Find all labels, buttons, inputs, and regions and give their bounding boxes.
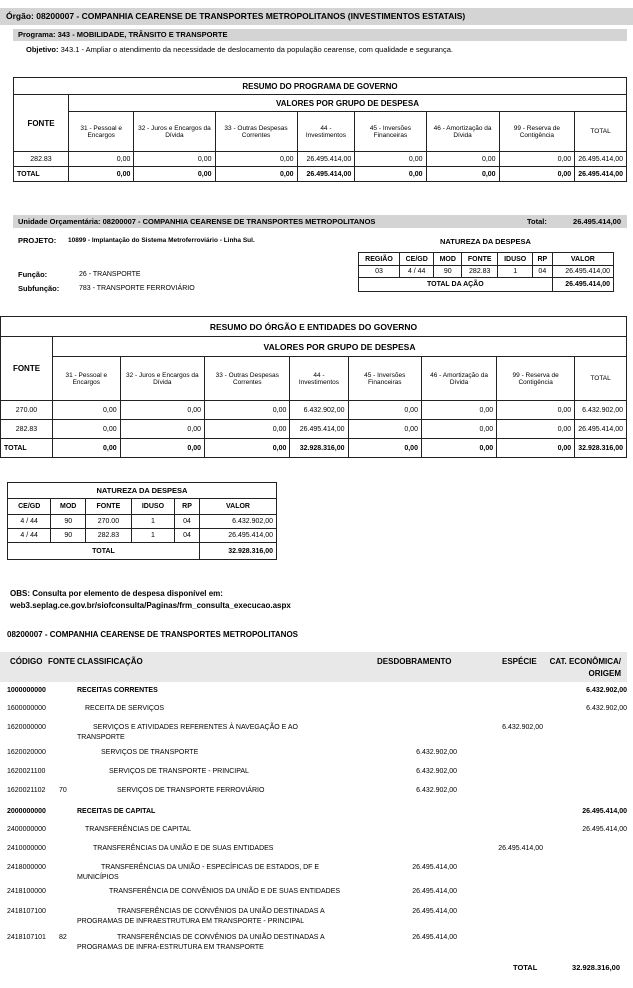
projeto-text: 10899 - Implantação do Sistema Metroferroviário - Linha Sul. [68, 237, 255, 244]
value-cell: 0,00 [426, 152, 499, 167]
receita-row [7, 908, 627, 925]
value-cell: 6.432.902,00 [290, 401, 348, 420]
natureza-cell: 270.00 [86, 515, 132, 529]
total-cell: 0,00 [215, 167, 297, 182]
column-header: 46 - Amortização da Dívida [426, 112, 499, 152]
value-cell: 6.432.902,00 [575, 401, 627, 420]
objetivo-line [26, 45, 453, 54]
column-header: 45 - Inversões Financeiras [355, 112, 426, 152]
fonte-cell: 82 [59, 934, 67, 941]
value-cell: 0,00 [69, 152, 134, 167]
resumo-orgao-table [0, 316, 627, 458]
column-header: 46 - Amortização da Dívida [421, 357, 496, 401]
funcao-label: Função: [18, 270, 48, 279]
codigo-cell: 1620000000 [7, 724, 46, 731]
objetivo-text: 343.1 - Ampliar o atendimento da necessidade de deslocamento da população cearense, com qualidade e segurança. [60, 45, 453, 54]
natureza-header: RP [532, 253, 552, 266]
fonte-cell: 70 [59, 787, 67, 794]
codigo-cell: 2418107100 [7, 908, 46, 915]
natureza-cell: 282.83 [462, 266, 498, 278]
desdobramento-cell: 6.432.902,00 [416, 749, 457, 756]
codigo-cell: 2400000000 [7, 826, 46, 833]
natureza-header: CE/GD [399, 253, 434, 266]
total-cell: 32.928.316,00 [575, 439, 627, 458]
natureza-cell: 4 / 44 [399, 266, 434, 278]
value-cell: 0,00 [53, 420, 121, 439]
receita-row [7, 888, 627, 902]
col-desdobramento: DESDOBRAMENTO [377, 657, 452, 666]
natureza-cell: 90 [51, 515, 86, 529]
value-cell: 26.495.414,00 [290, 420, 348, 439]
total-acao-label: TOTAL DA AÇÃO [359, 278, 553, 292]
value-cell: 0,00 [215, 152, 297, 167]
cat-economica-cell: 26.495.414,00 [582, 808, 627, 815]
natureza-cell: 282.83 [86, 529, 132, 543]
classificacao-cell: TRANSFERÊNCIAS DA UNIÃO E DE SUAS ENTIDADES [93, 845, 274, 852]
receita-row [7, 845, 627, 859]
col-cat-economica: CAT. ECONÔMICA/ [549, 657, 621, 666]
natureza-header: REGIÃO [359, 253, 400, 266]
value-cell: 0,00 [497, 401, 575, 420]
codigo-cell: 2410000000 [7, 845, 46, 852]
total-label: TOTAL [14, 167, 69, 182]
classificacao-cell: SERVIÇOS DE TRANSPORTE - PRINCIPAL [109, 768, 249, 775]
natureza2-total-label: TOTAL [8, 543, 200, 560]
column-header: 32 - Juros e Encargos da Dívida [120, 357, 204, 401]
classificacao-cont: PROGRAMAS DE INFRAESTRUTURA EM TRANSPORTE - PRINCIPAL [77, 918, 305, 925]
company-title: 08200007 - COMPANHIA CEARENSE DE TRANSPORTES METROPOLITANOS [7, 630, 299, 639]
fonte-cell: 282.83 [1, 420, 53, 439]
receita-row [7, 768, 627, 782]
classificacao-cell: TRANSFERÊNCIAS DE CAPITAL [85, 826, 192, 833]
col-classificacao: CLASSIFICAÇÃO [77, 657, 143, 666]
column-header: TOTAL [575, 112, 627, 152]
receitas-total-label: TOTAL [513, 963, 538, 972]
total-cell: 0,00 [355, 167, 426, 182]
natureza-table-1 [358, 252, 614, 292]
natureza-header: FONTE [86, 499, 132, 515]
codigo-cell: 1600000000 [7, 705, 46, 712]
natureza-cell: 90 [434, 266, 462, 278]
receitas-total-value: 32.928.316,00 [572, 963, 620, 972]
receita-row [7, 724, 627, 741]
total-cell: 32.928.316,00 [290, 439, 348, 458]
column-header: 99 - Reserva de Contigência [499, 112, 575, 152]
total-cell: 0,00 [421, 439, 496, 458]
natureza-cell: 4 / 44 [8, 515, 51, 529]
receita-row [7, 808, 627, 822]
natureza-header: MOD [51, 499, 86, 515]
receitas-header-bar [0, 652, 627, 682]
natureza-cell: 90 [51, 529, 86, 543]
total-cell: 0,00 [53, 439, 121, 458]
receita-row [7, 705, 627, 719]
receita-row [7, 934, 627, 951]
codigo-cell: 2418107101 [7, 934, 46, 941]
valores-subtitle-2: VALORES POR GRUPO DE DESPESA [53, 337, 627, 357]
codigo-cell: 1620020000 [7, 749, 46, 756]
column-header: 44 - Investimentos [290, 357, 348, 401]
value-cell: 0,00 [205, 401, 290, 420]
resumo-programa-title: RESUMO DO PROGRAMA DE GOVERNO [14, 78, 627, 95]
natureza-cell: 04 [532, 266, 552, 278]
classificacao-cell: TRANSFERÊNCIAS DE CONVÊNIOS DA UNIÃO DESTINADAS A [117, 908, 325, 915]
desdobramento-cell: 26.495.414,00 [412, 934, 457, 941]
column-header: TOTAL [575, 357, 627, 401]
total-label: TOTAL [1, 439, 53, 458]
column-header: 99 - Reserva de Contigência [497, 357, 575, 401]
total-cell: 0,00 [499, 167, 575, 182]
desdobramento-cell: 6.432.902,00 [416, 768, 457, 775]
subfuncao-label: Subfunção: [18, 284, 60, 293]
natureza-cell: 26.495.414,00 [199, 529, 276, 543]
receita-row [7, 687, 627, 701]
value-cell: 0,00 [348, 420, 421, 439]
value-cell: 0,00 [120, 401, 204, 420]
col-fonte: FONTE [48, 657, 76, 666]
value-cell: 0,00 [421, 420, 496, 439]
cat-economica-cell: 6.432.902,00 [586, 705, 627, 712]
objetivo-label: Objetivo: [26, 45, 59, 54]
classificacao-cell: TRANSFERÊNCIAS DA UNIÃO - ESPECÍFICAS DE ESTADOS, DF E [101, 864, 320, 871]
natureza-header: MOD [434, 253, 462, 266]
codigo-cell: 2000000000 [7, 808, 46, 815]
total-cell: 0,00 [348, 439, 421, 458]
codigo-cell: 1000000000 [7, 687, 46, 694]
column-header: 33 - Outras Despesas Correntes [215, 112, 297, 152]
column-header: 31 - Pessoal e Encargos [53, 357, 121, 401]
natureza-table-2 [7, 482, 277, 560]
fonte-cell: 270.00 [1, 401, 53, 420]
total-cell: 0,00 [120, 439, 204, 458]
valores-subtitle: VALORES POR GRUPO DE DESPESA [69, 95, 627, 112]
codigo-cell: 2418100000 [7, 888, 46, 895]
value-cell: 0,00 [421, 401, 496, 420]
resumo-orgao-title: RESUMO DO ÓRGÃO E ENTIDADES DO GOVERNO [1, 317, 627, 337]
natureza-cell: 26.495.414,00 [552, 266, 613, 278]
natureza-title-1: NATUREZA DA DESPESA [440, 237, 531, 246]
value-cell: 0,00 [499, 152, 575, 167]
natureza-header: VALOR [199, 499, 276, 515]
total-cell: 26.495.414,00 [575, 167, 627, 182]
especie-cell: 6.432.902,00 [502, 724, 543, 731]
classificacao-cell: TRANSFERÊNCIAS DE CONVÊNIOS DA UNIÃO DESTINADAS A [117, 934, 325, 941]
receita-row [7, 787, 627, 801]
total-cell: 26.495.414,00 [297, 167, 355, 182]
natureza2-total-value: 32.928.316,00 [199, 543, 276, 560]
subfuncao-text: 783 - TRANSPORTE FERROVIÁRIO [79, 285, 195, 292]
classificacao-cell: SERVIÇOS E ATIVIDADES REFERENTES À NAVEGAÇÃO E AO [93, 724, 298, 731]
natureza-header: IDUSO [498, 253, 533, 266]
total-cell: 0,00 [426, 167, 499, 182]
value-cell: 26.495.414,00 [575, 152, 627, 167]
desdobramento-cell: 26.495.414,00 [412, 908, 457, 915]
fonte-header-2: FONTE [1, 337, 53, 401]
value-cell: 0,00 [355, 152, 426, 167]
classificacao-cell: RECEITAS CORRENTES [77, 687, 158, 694]
obs-line-1: OBS: Consulta por elemento de despesa disponível em: [10, 589, 223, 598]
unidade-bar [13, 215, 627, 228]
value-cell: 0,00 [348, 401, 421, 420]
natureza-cell: 1 [498, 266, 533, 278]
codigo-cell: 2418000000 [7, 864, 46, 871]
receita-row [7, 826, 627, 840]
orgao-header-bar: Órgão: 08200007 - COMPANHIA CEARENSE DE TRANSPORTES METROPOLITANOS (INVESTIMENTOS ESTATAIS) [0, 8, 633, 25]
especie-cell: 26.495.414,00 [498, 845, 543, 852]
value-cell: 0,00 [205, 420, 290, 439]
codigo-cell: 1620021100 [7, 768, 46, 775]
natureza-cell: 03 [359, 266, 400, 278]
natureza-header: VALOR [552, 253, 613, 266]
natureza-cell: 04 [175, 515, 200, 529]
column-header: 44 - Investimentos [297, 112, 355, 152]
value-cell: 26.495.414,00 [575, 420, 627, 439]
value-cell: 0,00 [120, 420, 204, 439]
cat-economica-cell: 26.495.414,00 [582, 826, 627, 833]
classificacao-cell: RECEITA DE SERVIÇOS [85, 705, 165, 712]
codigo-cell: 1620021102 [7, 787, 46, 794]
total-cell: 0,00 [69, 167, 134, 182]
resumo-programa-table [13, 77, 627, 182]
natureza-cell: 4 / 44 [8, 529, 51, 543]
col-codigo: CÓDIGO [10, 657, 43, 666]
desdobramento-cell: 26.495.414,00 [412, 888, 457, 895]
value-cell: 0,00 [497, 420, 575, 439]
classificacao-cont: TRANSPORTE [77, 734, 125, 741]
column-header: 31 - Pessoal e Encargos [69, 112, 134, 152]
programa-header-bar: Programa: 343 - MOBILIDADE, TRÂNSITO E TRANSPORTE [13, 29, 627, 41]
fonte-cell: 282.83 [14, 152, 69, 167]
value-cell: 26.495.414,00 [297, 152, 355, 167]
cat-economica-cell: 6.432.902,00 [586, 687, 627, 694]
unidade-total-label: Total: [527, 217, 547, 226]
natureza-cell: 1 [131, 515, 174, 529]
value-cell: 0,00 [134, 152, 215, 167]
col-especie: ESPÉCIE [502, 657, 537, 666]
classificacao-cont: MUNICÍPIOS [77, 874, 119, 881]
natureza-header: IDUSO [131, 499, 174, 515]
classificacao-cell: RECEITAS DE CAPITAL [77, 808, 156, 815]
natureza-cell: 04 [175, 529, 200, 543]
unidade-total-value: 26.495.414,00 [573, 217, 621, 226]
total-cell: 0,00 [205, 439, 290, 458]
obs-link[interactable]: web3.seplag.ce.gov.br/siofconsulta/Paginas/frm_consulta_execucao.aspx [10, 601, 291, 610]
natureza-cell: 6.432.902,00 [199, 515, 276, 529]
classificacao-cell: SERVIÇOS DE TRANSPORTE [101, 749, 199, 756]
receita-row [7, 864, 627, 881]
natureza-header: FONTE [462, 253, 498, 266]
desdobramento-cell: 26.495.414,00 [412, 864, 457, 871]
natureza-title-2: NATUREZA DA DESPESA [8, 483, 277, 499]
projeto-label: PROJETO: [18, 236, 57, 245]
natureza-header: RP [175, 499, 200, 515]
fonte-header: FONTE [14, 95, 69, 152]
classificacao-cell: TRANSFERÊNCIA DE CONVÊNIOS DA UNIÃO E DE SUAS ENTIDADES [109, 888, 341, 895]
total-acao-value: 26.495.414,00 [552, 278, 613, 292]
natureza-header: CE/GD [8, 499, 51, 515]
column-header: 33 - Outras Despesas Correntes [205, 357, 290, 401]
column-header: 45 - Inversões Financeiras [348, 357, 421, 401]
total-cell: 0,00 [497, 439, 575, 458]
classificacao-cont: PROGRAMAS DE INFRA-ESTRUTURA EM TRANSPORTE [77, 944, 264, 951]
receita-row [7, 749, 627, 763]
desdobramento-cell: 6.432.902,00 [416, 787, 457, 794]
natureza-cell: 1 [131, 529, 174, 543]
total-cell: 0,00 [134, 167, 215, 182]
col-origem: ORIGEM [588, 669, 621, 678]
unidade-text: Unidade Orçamentária: 08200007 - COMPANHIA CEARENSE DE TRANSPORTES METROPOLITANOS [18, 217, 376, 226]
value-cell: 0,00 [53, 401, 121, 420]
classificacao-cell: SERVIÇOS DE TRANSPORTE FERROVIÁRIO [117, 787, 265, 794]
column-header: 32 - Juros e Encargos da Dívida [134, 112, 215, 152]
funcao-text: 26 - TRANSPORTE [79, 271, 141, 278]
